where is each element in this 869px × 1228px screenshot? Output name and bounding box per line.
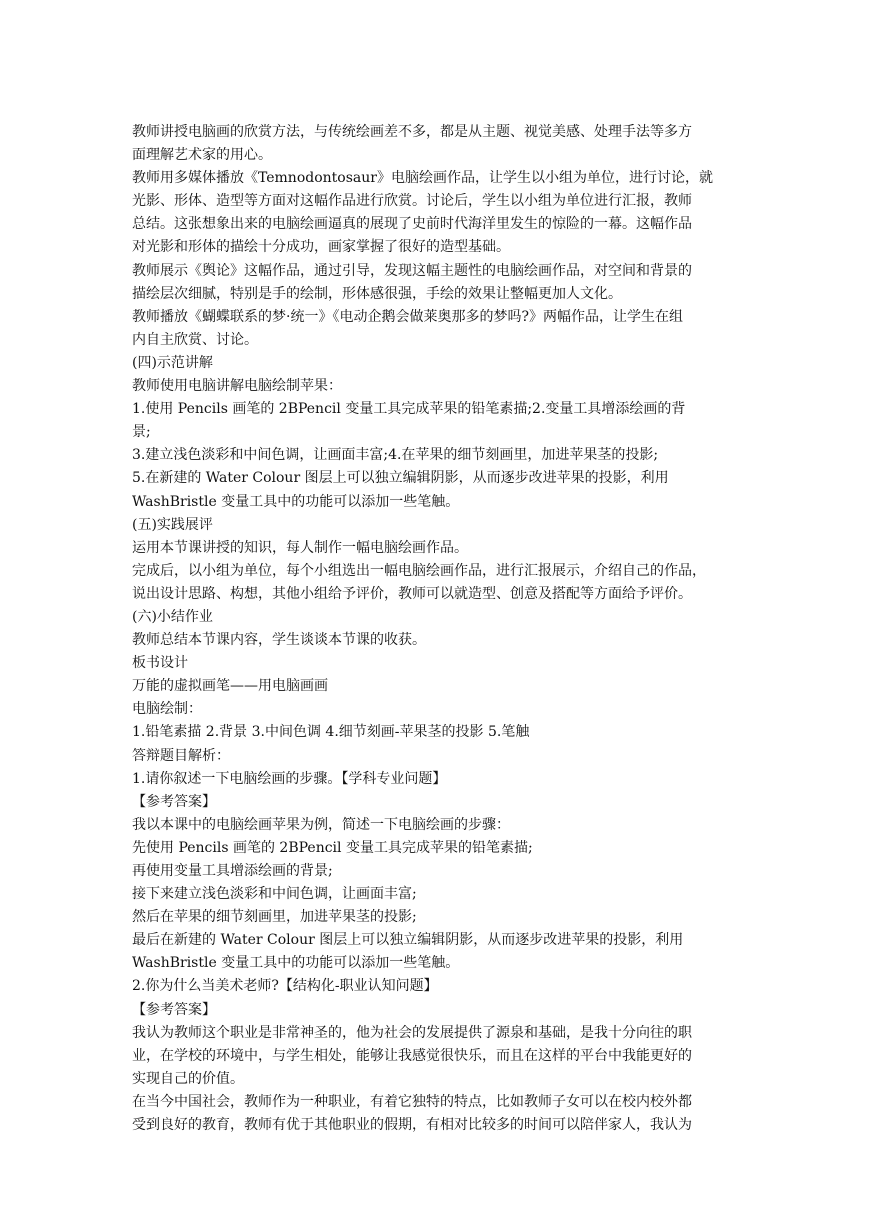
text-line: 再使用变量工具增添绘画的背景;: [132, 863, 333, 879]
text-line: 教师展示《舆论》这幅作品，通过引导，发现这幅主题性的电脑绘画作品，对空间和背景的: [132, 262, 692, 279]
text-line: 教师总结本节课内容，学生谈谈本节课的收获。: [132, 632, 426, 649]
text-line: (六)小结作业: [132, 608, 213, 625]
text-line: 在当今中国社会，教师作为一种职业，有着它独特的特点，比如教师子女可以在校内校外都: [132, 1093, 692, 1110]
text-line: 1.铅笔素描 2.背景 3.中间色调 4.细节刻画-苹果茎的投影 5.笔触: [132, 724, 530, 741]
text-line: 答辩题目解析：: [132, 747, 230, 764]
text-line: 【参考答案】: [132, 793, 216, 810]
text-line: 教师用多媒体播放《Temnodontosaur》电脑绘画作品，让学生以小组为单位，进行讨论，就: [132, 170, 713, 187]
text-line: 万能的虚拟画笔——用电脑画画: [132, 678, 328, 695]
text-line: 教师播放《蝴蝶联系的梦·统一》《电动企鹅会做莱奥那多的梦吗?》两幅作品，让学生在组: [132, 308, 683, 325]
text-line: 业，在学校的环境中，与学生相处，能够让我感觉很快乐，而且在这样的平台中我能更好的: [132, 1047, 692, 1064]
text-line: 景;: [132, 424, 151, 441]
text-line: 实现自己的价值。: [132, 1070, 244, 1087]
text-line: 2.你为什么当美术老师?【结构化-职业认知问题】: [132, 978, 438, 995]
text-line: 描绘层次细腻，特别是手的绘制，形体感很强，手绘的效果让整幅更加人文化。: [132, 285, 622, 302]
text-line: 我以本课中的电脑绘画苹果为例，简述一下电脑绘画的步骤：: [132, 816, 510, 833]
text-line: 接下来建立浅色淡彩和中间色调，让画面丰富;: [132, 886, 417, 903]
text-line: 电脑绘制：: [132, 701, 202, 718]
text-line: 说出设计思路、构想，其他小组给予评价，教师可以就造型、创意及搭配等方面给予评价。: [132, 585, 692, 602]
text-line: WashBristle 变量工具中的功能可以添加一些笔触。: [132, 955, 460, 972]
text-line: 然后在苹果的细节刻画里，加进苹果茎的投影;: [132, 909, 417, 926]
text-line: 运用本节课讲授的知识，每人制作一幅电脑绘画作品。: [132, 539, 468, 556]
text-line: 5.在新建的 Water Colour 图层上可以独立编辑阴影，从而逐步改进苹果的投影，利用: [132, 470, 669, 487]
text-line: 最后在新建的 Water Colour 图层上可以独立编辑阴影，从而逐步改进苹果的投影，利用: [132, 932, 684, 949]
text-line: (四)示范讲解: [132, 354, 213, 371]
text-line: 总结。这张想象出来的电脑绘画逼真的展现了史前时代海洋里发生的惊险的一幕。这幅作品: [132, 216, 692, 233]
text-line: 教师讲授电脑画的欣赏方法，与传统绘画差不多，都是从主题、视觉美感、处理手法等多方: [132, 124, 692, 140]
text-line: 对光影和形体的描绘十分成功，画家掌握了很好的造型基础。: [132, 239, 510, 256]
text-line: 教师使用电脑讲解电脑绘制苹果：: [132, 378, 342, 395]
text-line: 先使用 Pencils 画笔的 2BPencil 变量工具完成苹果的铅笔素描;: [132, 839, 533, 856]
text-line: 完成后，以小组为单位，每个小组选出一幅电脑绘画作品，进行汇报展示，介绍自己的作品，: [132, 562, 706, 579]
text-line: 【参考答案】: [132, 1001, 216, 1018]
document-body: [132, 121, 740, 1137]
text-line: 板书设计: [132, 655, 188, 672]
text-line: 光影、形体、造型等方面对这幅作品进行欣赏。讨论后，学生以小组为单位进行汇报，教师: [132, 193, 692, 210]
text-line: (五)实践展评: [132, 516, 213, 533]
text-line: 1.使用 Pencils 画笔的 2BPencil 变量工具完成苹果的铅笔素描;2.变量工具增添绘画的背: [132, 401, 686, 418]
text-line: 面理解艺术家的用心。: [132, 147, 272, 164]
text-line: 1.请你叙述一下电脑绘画的步骤。【学科专业问题】: [132, 770, 447, 787]
text-line: 内自主欣赏、讨论。: [132, 331, 258, 348]
text-line: WashBristle 变量工具中的功能可以添加一些笔触。: [132, 493, 460, 510]
text-line: 我认为教师这个职业是非常神圣的，他为社会的发展提供了源泉和基础，是我十分向往的职: [132, 1024, 692, 1041]
text-line: 3.建立浅色淡彩和中间色调，让画面丰富;4.在苹果的细节刻画里，加进苹果茎的投影;: [132, 447, 659, 464]
text-line: 受到良好的教育，教师有优于其他职业的假期，有相对比较多的时间可以陪伴家人，我认为: [132, 1117, 692, 1134]
